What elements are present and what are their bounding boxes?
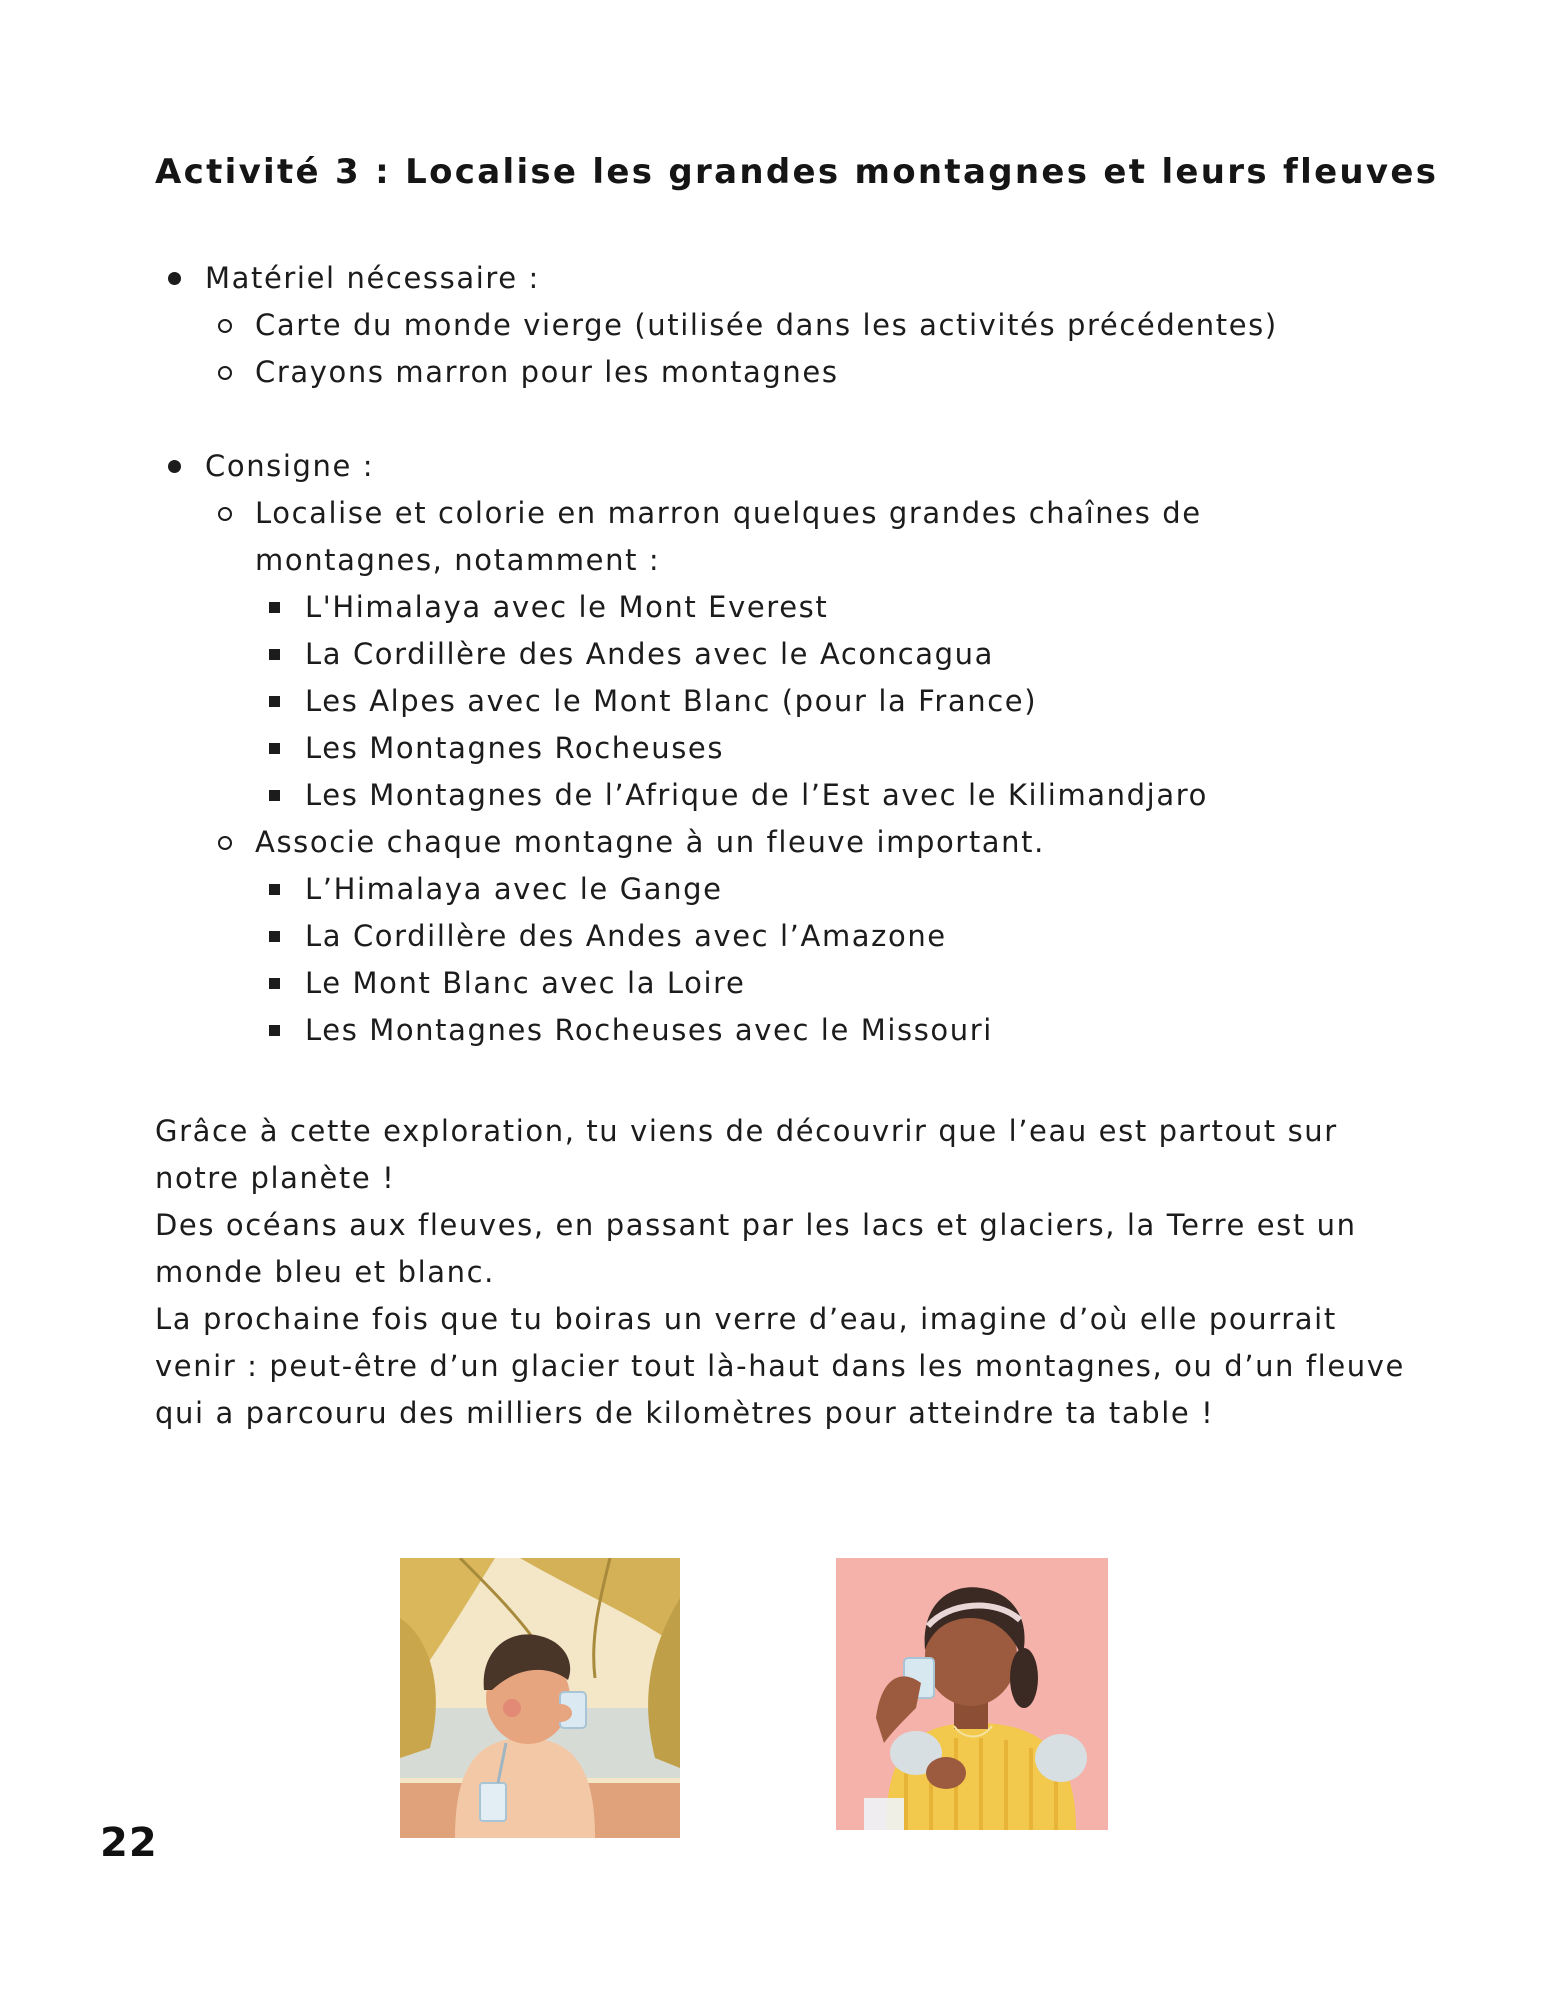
materials-item (155, 302, 1415, 349)
bullet-icon (168, 460, 181, 473)
square-bullet-icon (269, 696, 280, 707)
mountain-item (155, 631, 1415, 678)
materials-item-text: Carte du monde vierge (utilisée dans les activités précédentes) (255, 308, 1278, 342)
mountain-item-text: Les Alpes avec le Mont Blanc (pour la France) (305, 684, 1038, 718)
square-bullet-icon (269, 790, 280, 801)
boy-drinking-illustration (400, 1558, 680, 1838)
materials-label: Matériel nécessaire : (205, 261, 540, 295)
page-number: 22 (100, 1820, 158, 1866)
materials-item (155, 349, 1415, 396)
closing-paragraph: Des océans aux fleuves, en passant par les lacs et glaciers, la Terre est un monde bleu et blanc. (155, 1208, 1357, 1289)
instructions-heading (155, 443, 1415, 490)
instruction-step (155, 819, 1415, 866)
closing-text (155, 1108, 1425, 1437)
instruction-step-text: Localise et colorie en marron quelques grandes chaînes de montagnes, notamment : (255, 496, 1202, 577)
materials-item-text: Crayons marron pour les montagnes (255, 355, 839, 389)
square-bullet-icon (269, 931, 280, 942)
hollow-bullet-icon (218, 836, 232, 850)
activity-title: Activité 3 : Localise les grandes montagnes et leurs fleuves (155, 152, 1439, 192)
mountain-item-text: Les Montagnes Rocheuses (305, 731, 725, 765)
river-pair-text: La Cordillère des Andes avec l’Amazone (305, 919, 947, 953)
river-pair-text: Les Montagnes Rocheuses avec le Missouri (305, 1013, 993, 1047)
instruction-step (155, 490, 1415, 584)
mountain-item (155, 678, 1415, 725)
closing-paragraph: Grâce à cette exploration, tu viens de découvrir que l’eau est partout sur notre planète ! (155, 1114, 1338, 1195)
hollow-bullet-icon (218, 319, 232, 333)
river-pair-text: L’Himalaya avec le Gange (305, 872, 723, 906)
girl-drinking-illustration (836, 1558, 1108, 1830)
instructions-label: Consigne : (205, 449, 375, 483)
square-bullet-icon (269, 1025, 280, 1036)
girl-drinking-image (836, 1558, 1108, 1830)
hollow-bullet-icon (218, 507, 232, 521)
mountain-item-text: La Cordillère des Andes avec le Aconcagua (305, 637, 995, 671)
square-bullet-icon (269, 602, 280, 613)
boy-drinking-image (400, 1558, 680, 1838)
river-pair-item (155, 1007, 1415, 1054)
bullet-icon (168, 272, 181, 285)
square-bullet-icon (269, 884, 280, 895)
materials-heading (155, 255, 1415, 302)
river-pair-item (155, 960, 1415, 1007)
square-bullet-icon (269, 978, 280, 989)
mountain-item (155, 584, 1415, 631)
mountain-item-text: Les Montagnes de l’Afrique de l’Est avec le Kilimandjaro (305, 778, 1208, 812)
river-pair-item (155, 866, 1415, 913)
river-pair-item (155, 913, 1415, 960)
hollow-bullet-icon (218, 366, 232, 380)
square-bullet-icon (269, 743, 280, 754)
mountain-item (155, 725, 1415, 772)
activity-list (155, 255, 1415, 1054)
mountain-item (155, 772, 1415, 819)
square-bullet-icon (269, 649, 280, 660)
mountain-item-text: L'Himalaya avec le Mont Everest (305, 590, 829, 624)
instruction-step-text: Associe chaque montagne à un fleuve important. (255, 825, 1045, 859)
closing-paragraph: La prochaine fois que tu boiras un verre d’eau, imagine d’où elle pourrait venir : peut-être d’un glacier tout là-haut dans les montagnes, ou d’un fleuve qui a parcouru des milliers de kilomètres pour atteindre ta table ! (155, 1302, 1405, 1430)
river-pair-text: Le Mont Blanc avec la Loire (305, 966, 746, 1000)
